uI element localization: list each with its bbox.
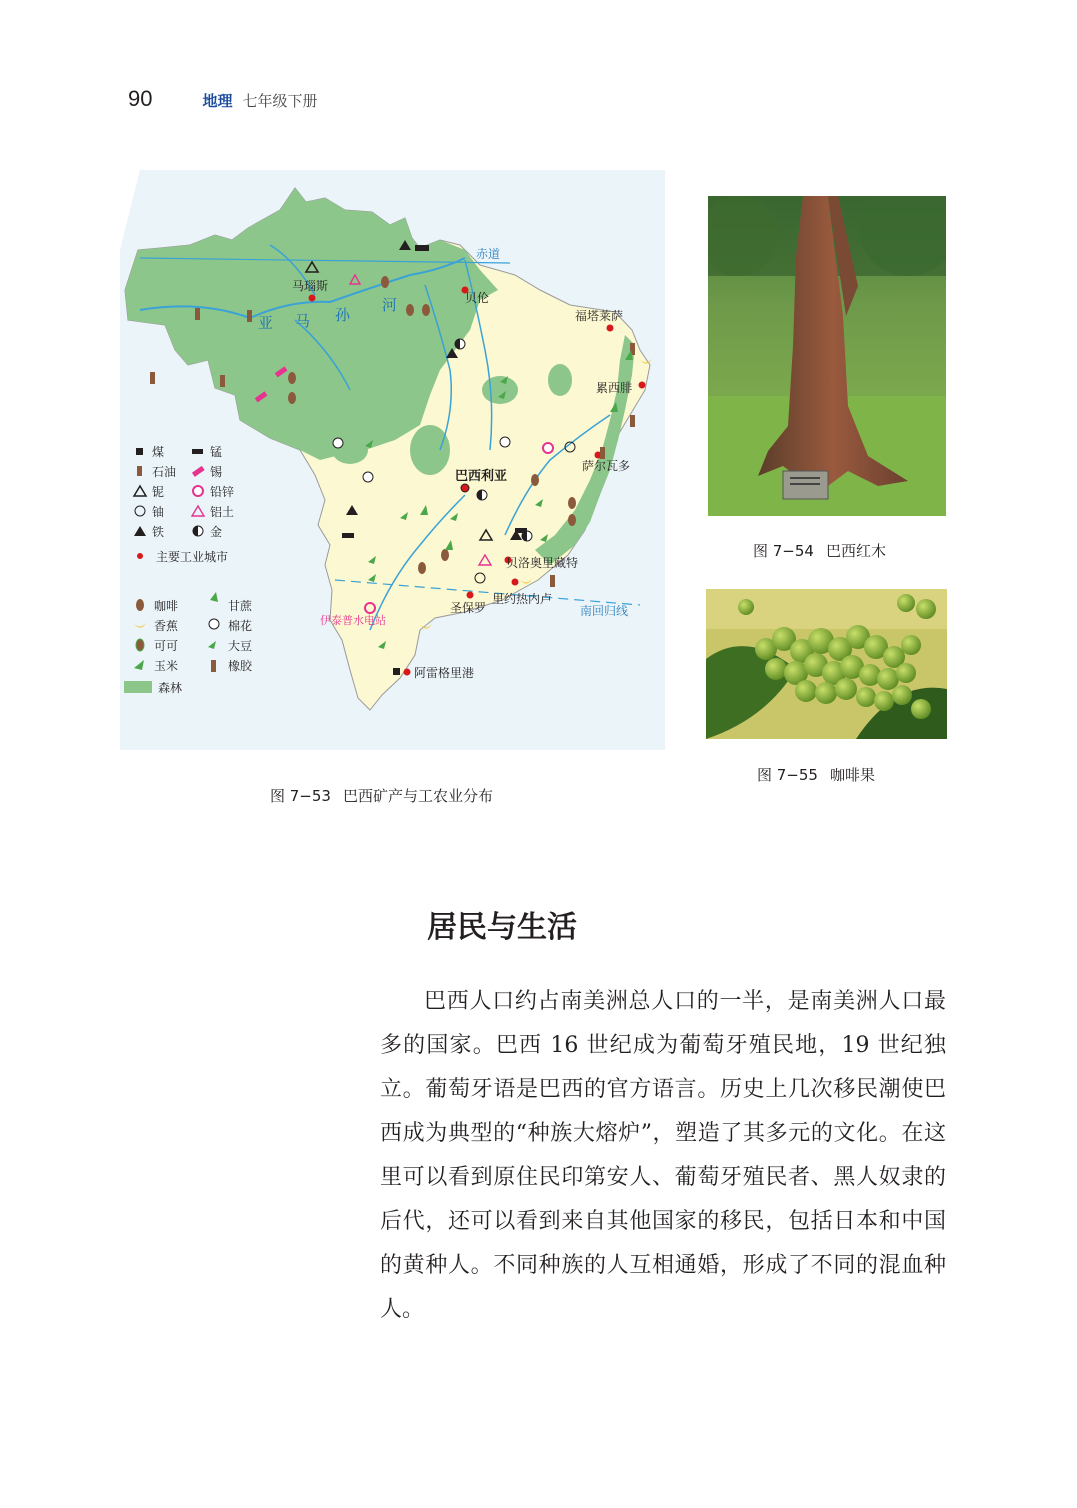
legend-oil: 石油 (152, 465, 177, 479)
brazil-map (120, 150, 665, 750)
equator-label: 赤道 (476, 247, 501, 261)
legend-banana: 香蕉 (154, 619, 179, 633)
amazon-river-label-3: 孙 (335, 306, 351, 324)
legend-forest: 森林 (158, 681, 183, 695)
city-belo-horizonte (505, 555, 579, 570)
brazilwood-photo (708, 196, 946, 516)
legend-soybean: 大豆 (228, 639, 253, 653)
figure-53-caption: 图 7−53 巴西矿产与工农业分布 (270, 787, 493, 805)
subject-label: 地理 (202, 92, 233, 110)
svg-text:贝伦: 贝伦 (465, 291, 490, 305)
legend-iron: 铁 (152, 525, 165, 539)
svg-text:马瑙斯: 马瑙斯 (292, 279, 329, 293)
amazon-river-label-4: 河 (382, 296, 398, 314)
section-paragraph: 巴西人口约占南美洲总人口的一半，是南美洲人口最多的国家。巴西 16 世纪成为葡萄牙殖民地，19 世纪独立。葡萄牙语是巴西的官方语言。历史上几次移民潮使巴西成为典型的“种族大熔炉”，塑造了其多元的文化。在这里可以看到原住民印第安人、葡萄牙殖民者、黑人奴隶的后代，还可以看到来自其他国家的移民，包括日本和中国的黄种人。不同种族的人互相通婚，形成了不同的混血种人。 (380, 989, 946, 1322)
svg-text:里约热内卢: 里约热内卢 (492, 592, 553, 606)
legend-cacao: 可可 (154, 639, 179, 653)
svg-text:贝洛奥里藏特: 贝洛奥里藏特 (506, 556, 579, 570)
amazon-river-label-2: 马 (295, 312, 311, 330)
page-number: 90 (128, 86, 153, 111)
legend-manganese: 锰 (210, 445, 223, 459)
legend-coffee: 咖啡 (154, 599, 179, 613)
svg-text:阿雷格里港: 阿雷格里港 (414, 666, 475, 680)
svg-text:萨尔瓦多: 萨尔瓦多 (582, 459, 631, 473)
legend-corn: 玉米 (154, 659, 179, 673)
svg-text:圣保罗: 圣保罗 (450, 601, 487, 615)
book-label: 七年级下册 (242, 92, 318, 110)
legend-sugarcane: 甘蔗 (228, 599, 253, 613)
amazon-river-label-1: 亚 (258, 314, 274, 332)
legend-rubber: 橡胶 (228, 659, 253, 673)
figure-55-caption: 图 7−55 咖啡果 (757, 766, 875, 784)
legend-cotton: 棉花 (228, 619, 253, 633)
svg-text:福塔莱萨: 福塔莱萨 (575, 309, 624, 323)
figure-54-caption: 图 7−54 巴西红木 (753, 542, 886, 560)
svg-text:巴西利亚: 巴西利亚 (455, 469, 508, 484)
coffee-cherries-photo (706, 589, 947, 739)
legend-city: 主要工业城市 (156, 550, 229, 564)
legend-uranium: 铀 (152, 505, 165, 519)
svg-text:累西腓: 累西腓 (596, 381, 633, 395)
tropic-label: 南回归线 (580, 604, 629, 618)
section-title: 居民与生活 (427, 910, 577, 945)
legend-niobium: 铌 (152, 485, 165, 499)
legend-lead-zinc: 铅锌 (210, 485, 235, 499)
svg-text:伊泰普水电站: 伊泰普水电站 (320, 614, 386, 627)
legend-gold: 金 (210, 525, 223, 539)
legend-bauxite: 铝土 (210, 505, 235, 519)
legend-tin: 锡 (210, 465, 223, 479)
legend-coal: 煤 (152, 445, 165, 459)
page-header (128, 86, 318, 116)
